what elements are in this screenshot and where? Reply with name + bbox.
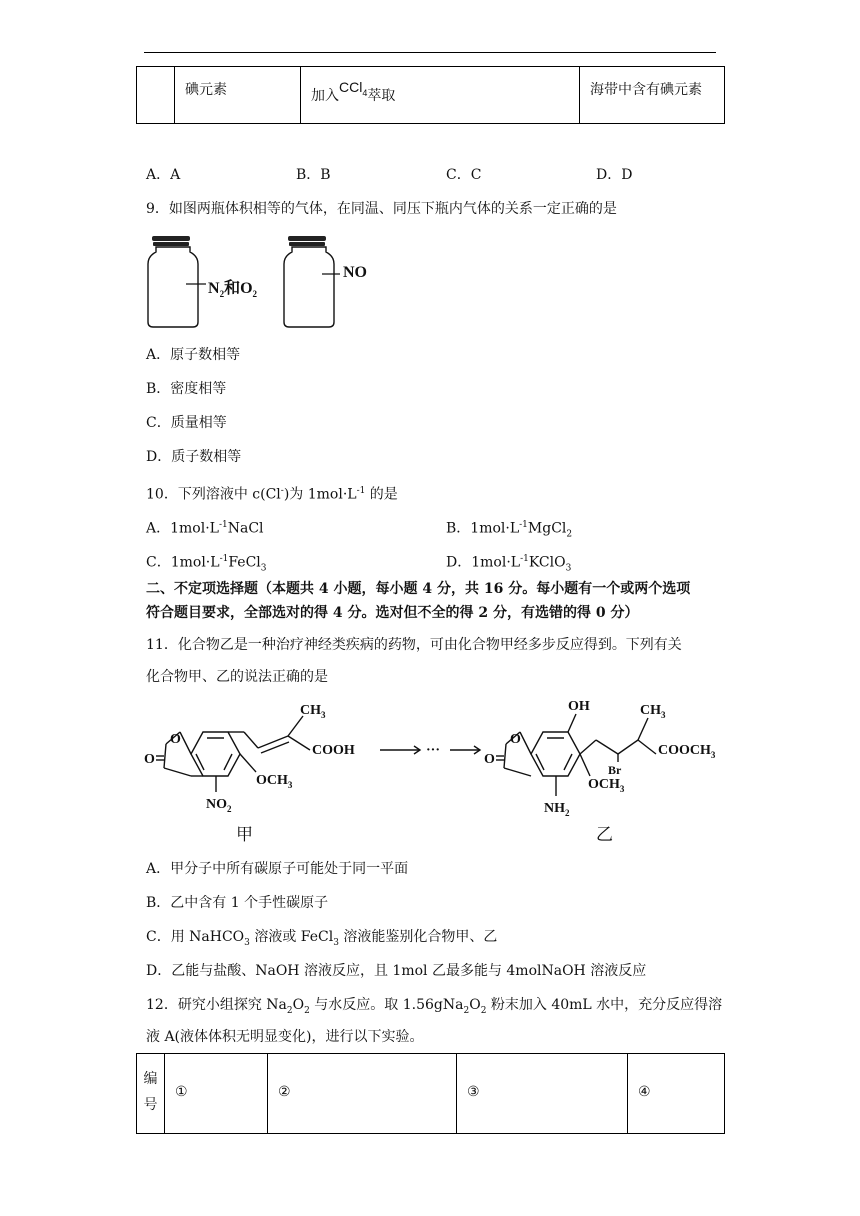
q10-option-b: B．$1mol\cdot L^{-1}MgCl_2$ [446,520,573,540]
q11-option-b: B．乙中含有 1 个手性碳原子 [146,895,329,911]
experiment-cell-1: ① [165,1054,268,1134]
jia-cooh: COOH [312,743,355,758]
experiment-cell-4: ④ [628,1054,725,1134]
arrow-dots: ··· [426,743,441,758]
yi-br: Br [608,763,622,777]
yi-cooch3: $COOCH_3$ [658,743,716,760]
top-table-cell-element: 碘元素 [175,67,301,124]
label-yi: 乙 [596,825,613,845]
jia-ring-o: O [170,732,181,747]
yi-carbonyl-o: O [484,752,495,767]
experiment-table-header-cell: 编 号 [137,1054,165,1134]
q9-option-b: B．密度相等 [146,381,227,397]
q10-option-d: D．$1mol\cdot L^{-1}KClO_3$ [446,554,572,574]
top-table-cell-method: 加入CCl$_4$萃取 [301,67,580,124]
q10-stem: 10．下列溶液中 c(Cl-)为 $1mol\cdot L^{-1}$ 的是 [146,486,398,503]
section2-heading-line2: 符合题目要求，全部选对的得 4 分。选对但不全的得 2 分，有选错的得 0 分） [146,605,639,621]
q12-stem-line2: 液 A(液体体积无明显变化)，进行以下实验。 [146,1029,424,1045]
label-jia: 甲 [236,825,253,845]
experiment-table [136,1053,725,1134]
q8-option-a: A．A [146,167,181,183]
jia-carbonyl-o: O [144,752,155,767]
jia-no2: $NO_2$ [206,797,232,814]
experiment-cell-3: ③ [457,1054,628,1134]
q8-option-b: B．B [296,167,331,183]
compound-structures-figure [140,692,750,852]
bottle-2-icon [284,236,340,327]
experiment-cell-2: ② [268,1054,457,1134]
q10-option-a: A．$1mol\cdot L^{-1}NaCl$ [146,520,264,537]
jia-ch3: $CH_3$ [300,703,326,720]
yi-nh2: $NH_2$ [544,801,570,818]
top-table [136,66,725,124]
yi-oh: OH [568,699,590,714]
header-rule [144,52,716,53]
yi-ch3: $CH_3$ [640,703,666,720]
q9-option-d: D．质子数相等 [146,449,242,465]
bottle-1-label: $N_2$和$O_2$ [208,280,258,300]
q9-option-c: C．质量相等 [146,415,227,431]
q8-option-d: D．D [596,167,633,183]
bottle-1-icon [148,236,206,327]
q8-option-c: C．C [446,167,482,183]
jia-och3: $OCH_3$ [256,773,293,790]
q10-option-c: C．$1mol\cdot L^{-1}FeCl_3$ [146,554,267,574]
q9-option-a: A．原子数相等 [146,347,241,363]
q11-option-a: A．甲分子中所有碳原子可能处于同一平面 [146,861,409,877]
top-table-cell-empty [137,67,175,124]
q11-option-c: C．用 NaHCO$_3$ 溶液或 FeCl$_3$ 溶液能鉴别化合物甲、乙 [146,929,498,948]
yi-och3: $OCH_3$ [588,777,625,794]
section2-heading-line1: 二、不定项选择题（本题共 4 小题，每小题 4 分，共 16 分。每小题有一个或两个选项 [146,581,691,597]
q11-stem-line1: 11．化合物乙是一种治疗神经类疾病的药物，可由化合物甲经多步反应得到。下列有关 [146,637,682,653]
bottle-2-label: NO [343,264,367,281]
q12-stem-line1: 12．研究小组探究 $Na_2O_2$ 与水反应。取 $1.56gNa_2O_2$ 粉末加入 40mL 水中，充分反应得溶 [146,997,723,1016]
q11-stem-line2: 化合物甲、乙的说法正确的是 [146,669,328,685]
yi-ring-o: O [510,732,521,747]
top-table-cell-conclusion: 海带中含有碘元素 [580,67,725,124]
q9-stem: 9．如图两瓶体积相等的气体，在同温、同压下瓶内气体的关系一定正确的是 [146,201,617,217]
q11-option-d: D．乙能与盐酸、NaOH 溶液反应，且 1mol 乙最多能与 4molNaOH 溶液反应 [146,963,647,979]
